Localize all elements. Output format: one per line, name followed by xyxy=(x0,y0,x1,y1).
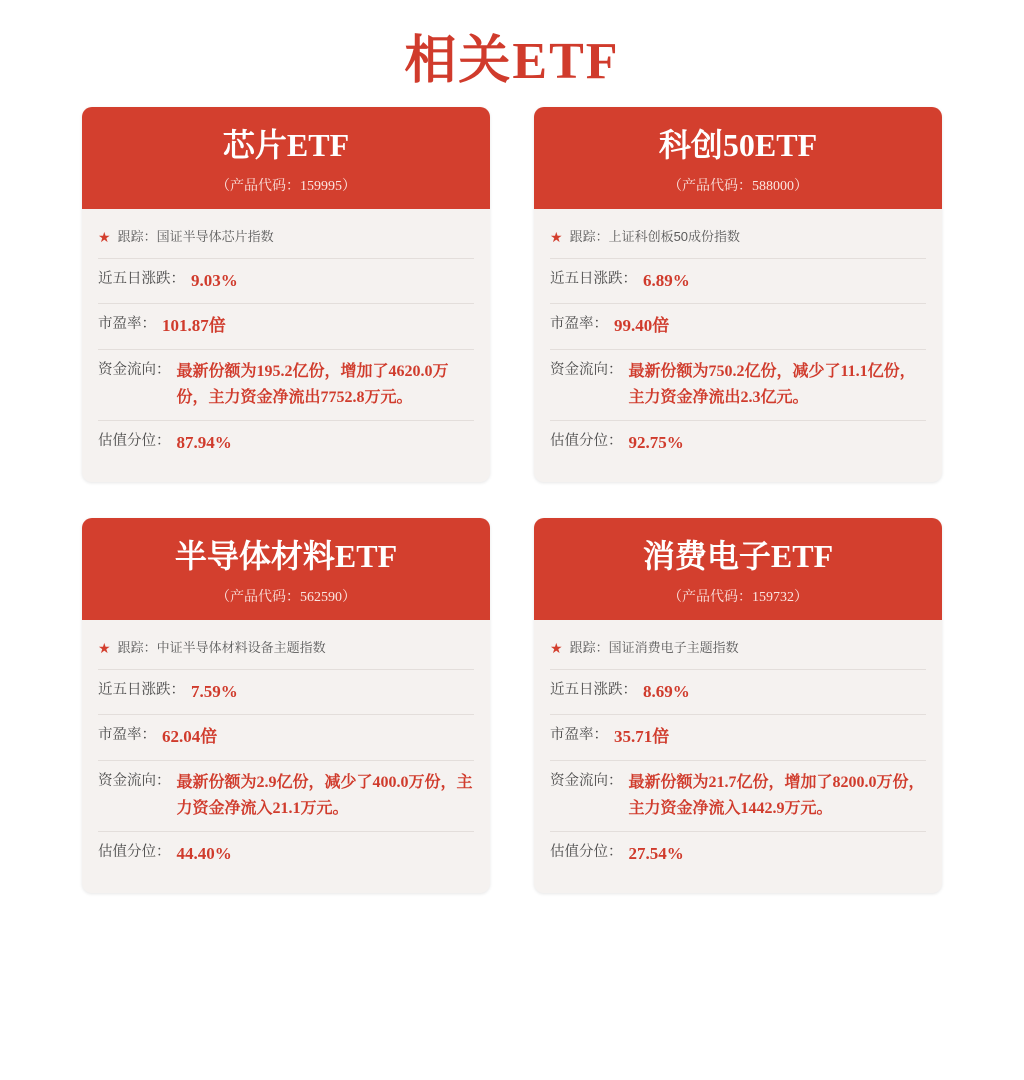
etf-five-day-row xyxy=(98,259,474,303)
code-prefix: （产品代码： xyxy=(216,179,300,194)
five-day-value: 6.89% xyxy=(643,271,690,290)
flow-value: 最新份额为2.9亿份，减少了400.0万份，主力资金净流入21.1万元。 xyxy=(176,773,473,817)
valuation-label: 估值分位： xyxy=(550,844,623,861)
etf-track-row xyxy=(550,634,926,669)
star-icon: ★ xyxy=(98,639,111,656)
etf-flow-row xyxy=(98,350,474,421)
etf-card-grid xyxy=(0,107,1024,893)
etf-card-body xyxy=(534,209,942,482)
etf-five-day-row xyxy=(550,259,926,303)
etf-card[interactable] xyxy=(534,107,942,482)
etf-track-row xyxy=(98,223,474,258)
track-value: 国证半导体芯片指数 xyxy=(156,229,274,244)
valuation-value: 27.54% xyxy=(628,844,684,864)
valuation-label: 估值分位： xyxy=(550,433,623,450)
track-value: 国证消费电子主题指数 xyxy=(608,639,739,655)
pe-label: 市盈率： xyxy=(550,727,608,744)
etf-code xyxy=(544,175,932,195)
valuation-label: 估值分位： xyxy=(98,433,171,450)
code-prefix: （产品代码： xyxy=(216,589,300,605)
etf-card-body xyxy=(82,209,490,482)
code-value: 588000 xyxy=(752,179,794,194)
etf-flow-row xyxy=(550,761,926,832)
etf-name: 消费电子ETF xyxy=(642,537,834,574)
pe-label: 市盈率： xyxy=(550,316,608,333)
flow-value: 最新份额为195.2亿份，增加了4620.0万份，主力资金净流出7752.8万元。 xyxy=(176,362,449,407)
track-label: 跟踪： xyxy=(117,229,157,244)
code-suffix: ） xyxy=(794,179,808,194)
pe-label: 市盈率： xyxy=(98,727,156,744)
etf-card-header xyxy=(534,107,942,209)
etf-flow-row xyxy=(98,761,474,832)
pe-value: 35.71倍 xyxy=(614,727,670,747)
code-suffix: ） xyxy=(342,179,356,194)
valuation-label: 估值分位： xyxy=(98,844,171,861)
flow-value: 最新份额为750.2亿份，减少了11.1亿份，主力资金净流出2.3亿元。 xyxy=(628,362,916,407)
flow-label: 资金流向： xyxy=(550,772,623,789)
track-value: 中证半导体材料设备主题指数 xyxy=(156,639,326,655)
pe-value: 101.87倍 xyxy=(162,316,226,336)
valuation-value: 92.75% xyxy=(628,433,684,453)
code-value: 159732 xyxy=(752,589,794,605)
etf-valuation-row xyxy=(550,832,926,876)
track-label: 跟踪： xyxy=(117,639,157,655)
etf-name: 半导体材料ETF xyxy=(174,537,398,574)
etf-card-body xyxy=(534,620,942,893)
five-day-label: 近五日涨跌： xyxy=(98,271,185,287)
etf-code xyxy=(92,586,480,606)
valuation-value: 87.94% xyxy=(176,433,232,453)
etf-track-row xyxy=(550,223,926,258)
flow-value: 最新份额为21.7亿份，增加了8200.0万份，主力资金净流入1442.9万元。 xyxy=(628,773,925,817)
code-value: 159995 xyxy=(300,179,342,194)
etf-pe-row xyxy=(98,715,474,759)
etf-five-day-row xyxy=(98,670,474,714)
five-day-label: 近五日涨跌： xyxy=(550,271,637,287)
five-day-value: 9.03% xyxy=(191,271,238,290)
star-icon: ★ xyxy=(550,639,563,656)
etf-valuation-row xyxy=(98,832,474,876)
code-value: 562590 xyxy=(300,589,342,605)
etf-card-header xyxy=(534,518,942,620)
etf-card-header xyxy=(82,518,490,620)
page-title: 相关ETF xyxy=(404,33,620,90)
etf-card[interactable] xyxy=(534,518,942,893)
etf-card-header xyxy=(82,107,490,209)
etf-pe-row xyxy=(550,715,926,759)
etf-pe-row xyxy=(550,304,926,348)
code-suffix: ） xyxy=(794,589,808,605)
etf-track-row xyxy=(98,634,474,669)
etf-card[interactable] xyxy=(82,107,490,482)
five-day-value: 8.69% xyxy=(643,681,690,701)
star-icon: ★ xyxy=(98,229,111,245)
etf-code xyxy=(92,175,480,195)
code-suffix: ） xyxy=(342,589,356,605)
code-prefix: （产品代码： xyxy=(668,179,752,194)
etf-valuation-row xyxy=(98,421,474,465)
etf-code xyxy=(544,586,932,606)
code-prefix: （产品代码： xyxy=(668,589,752,605)
pe-label: 市盈率： xyxy=(98,316,156,333)
flow-label: 资金流向： xyxy=(98,361,171,378)
etf-five-day-row xyxy=(550,670,926,714)
star-icon: ★ xyxy=(550,229,563,245)
five-day-label: 近五日涨跌： xyxy=(98,681,185,698)
etf-card[interactable] xyxy=(82,518,490,893)
etf-card-body xyxy=(82,620,490,893)
flow-label: 资金流向： xyxy=(550,361,623,378)
five-day-label: 近五日涨跌： xyxy=(550,681,637,698)
etf-pe-row xyxy=(98,304,474,348)
pe-value: 99.40倍 xyxy=(614,316,670,336)
five-day-value: 7.59% xyxy=(191,681,238,701)
track-label: 跟踪： xyxy=(569,229,609,244)
track-label: 跟踪： xyxy=(569,639,609,655)
etf-flow-row xyxy=(550,350,926,421)
etf-name: 芯片ETF xyxy=(222,127,350,163)
etf-valuation-row xyxy=(550,421,926,465)
valuation-value: 44.40% xyxy=(176,844,232,864)
track-value: 上证科创板50成份指数 xyxy=(608,229,741,244)
flow-label: 资金流向： xyxy=(98,772,171,789)
etf-name: 科创50ETF xyxy=(658,127,818,163)
pe-value: 62.04倍 xyxy=(162,727,218,747)
